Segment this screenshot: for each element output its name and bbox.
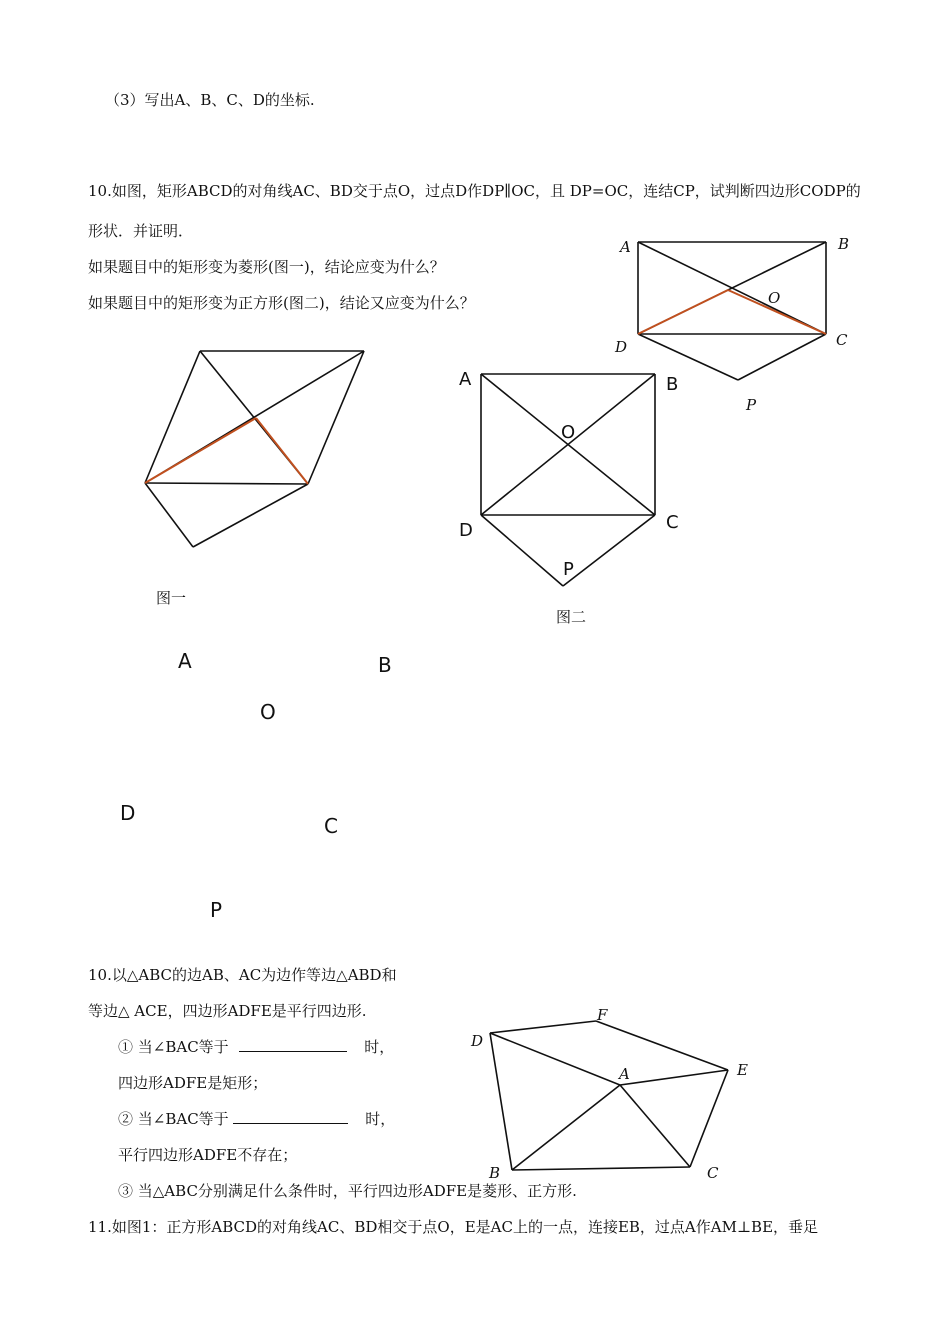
square-label-C: C [666,512,679,533]
p10b-line2: 等边△ ACE，四边形ADFE是平行四边形. [88,1002,367,1020]
tri-edge-DF [490,1021,596,1033]
rhombus-highlight-DO [145,418,256,483]
rhombus-edge-DP [145,483,193,547]
rhombus-edge-DA [145,351,200,483]
p10b-item2-pre: ② 当∠BAC等于 [118,1110,229,1128]
loose-label-O: O [260,700,276,724]
rect-label-A: A [620,238,631,256]
tri-label-A: A [619,1065,630,1083]
square-edge-DP [481,515,563,586]
figure1-caption: 图一 [156,589,187,607]
tri-label-C: C [707,1164,719,1182]
square-label-O: O [561,422,576,443]
triangle-figure [490,1021,728,1170]
p10a-line2: 形状．并证明． [88,222,194,240]
tri-label-E: E [737,1061,748,1079]
loose-label-A: A [178,649,192,673]
tri-edge-FE [596,1021,728,1070]
rect-label-C: C [836,331,848,349]
q3-line: （3）写出A、B、C、D的坐标. [105,91,315,109]
rectangle-figure [638,242,826,380]
tri-edge-BA [512,1085,620,1170]
p10b-item3: ③ 当△ABC分别满足什么条件时，平行四边形ADFE是菱形、正方形. [118,1182,577,1200]
square-label-B: B [666,374,679,395]
rhombus-edge-CD [145,483,308,484]
p11-line: 11.如图1：正方形ABCD的对角线AC、BD相交于点O，E是AC上的一点，连接EB，过点A作AM⊥BE，垂足 [88,1218,819,1236]
loose-label-C: C [324,814,338,838]
p10b-line1: 10.以△ABC的边AB、AC为边作等边△ABD和 [88,966,397,984]
loose-label-P: P [210,898,223,922]
rhombus-edge-CP [193,484,308,547]
rhombus-edge-BC [308,351,364,484]
tri-label-B: B [489,1164,501,1182]
tri-edge-EC [690,1070,728,1167]
p10a-line1: 10.如图，矩形ABCD的对角线AC、BD交于点O，过点D作DP∥OC，且 DP=OC，连结CP，试判断四边形CODP的 [88,182,861,200]
square-label-A: A [459,369,472,390]
tri-edge-AC [620,1085,690,1167]
loose-label-B: B [378,653,392,677]
p10a-line3: 如果题目中的矩形变为菱形(图一)，结论应变为什么？ [88,258,445,276]
figure2-caption: 图二 [556,608,587,626]
rect-label-B: B [838,235,850,253]
square-edge-CP [563,515,655,586]
rect-label-D: D [615,338,628,356]
p10b-item1-post: 时， [364,1038,395,1056]
square-label-D: D [459,520,473,541]
p10b-item1-line2: 四边形ADFE是矩形； [118,1074,268,1092]
edge-CP [738,334,826,380]
rect-label-P: P [746,396,757,414]
tri-label-D: D [471,1032,484,1050]
p10a-line4: 如果题目中的矩形变为正方形(图二)，结论又应变为什么？ [88,294,475,312]
p10b-item2-post: 时， [365,1110,396,1128]
loose-label-D: D [120,801,136,825]
tri-edge-BC [512,1167,690,1170]
tri-edge-DB [490,1033,512,1170]
p10b-item1-pre: ① 当∠BAC等于 [118,1038,229,1056]
p10b-item2-line2: 平行四边形ADFE不存在； [118,1146,298,1164]
tri-label-F: F [597,1006,608,1024]
edge-DP [638,334,738,380]
rhombus-highlight-OC [256,418,308,484]
rhombus-figure [145,351,364,547]
tri-edge-DA [490,1033,620,1085]
square-figure [481,374,655,586]
rect-label-O: O [768,289,781,307]
tri-edge-AE [620,1070,728,1085]
square-label-P: P [563,559,574,580]
highlight-DO [638,290,728,334]
